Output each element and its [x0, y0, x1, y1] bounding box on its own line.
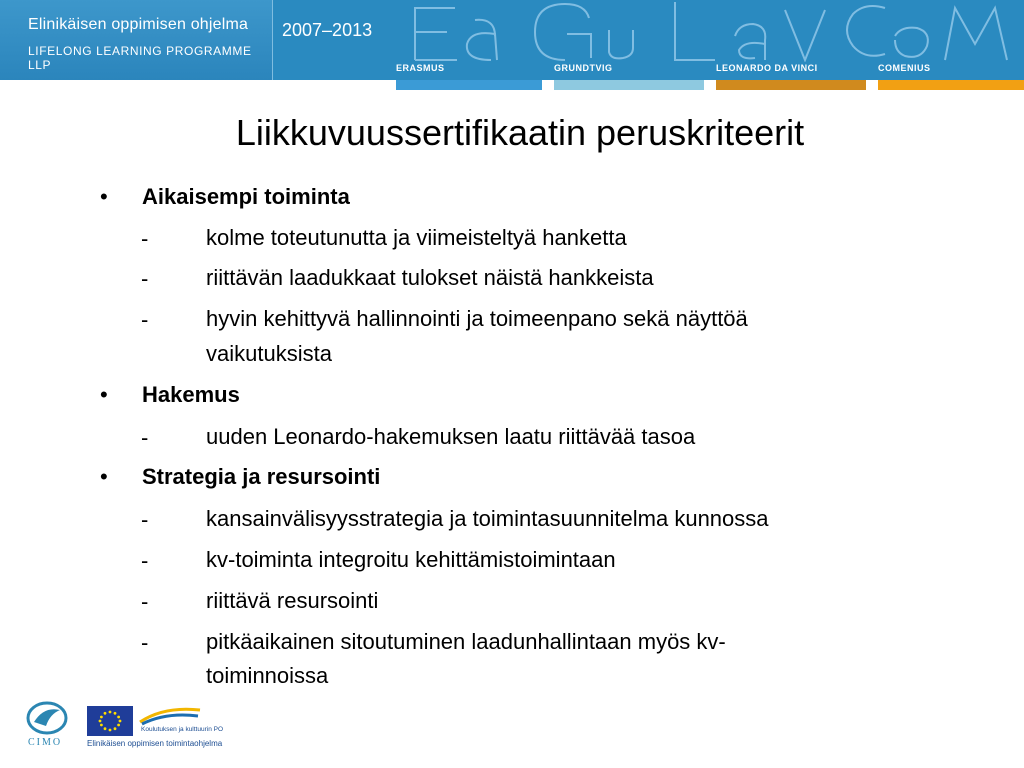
dash-marker: -: [141, 226, 149, 251]
dash-marker: -: [141, 630, 149, 655]
section-heading: Strategia ja resursointi: [142, 464, 381, 489]
program-years: 2007–2013: [282, 20, 373, 40]
eu-flag-icon: [87, 706, 133, 736]
list-item-continuation: toiminnoissa: [206, 663, 329, 688]
subprogram-stripe-leonardo: [716, 80, 866, 90]
subprogram-label-comenius: COMENIUS: [878, 63, 931, 73]
subprogram-stripe-erasmus: [396, 80, 542, 90]
header-banner: [0, 0, 1024, 80]
list-item-continuation: vaikutuksista: [206, 341, 332, 366]
program-title-block: [0, 0, 272, 80]
subprogram-label-leonardo: LEONARDO DA VINCI: [716, 63, 818, 73]
section-heading: Hakemus: [142, 382, 240, 407]
program-name-en: LIFELONG LEARNING PROGRAMME LLP: [28, 44, 252, 72]
program-caption: Elinikäisen oppimisen toimintaohjelma: [87, 739, 223, 748]
subprogram-label-erasmus: ERASMUS: [396, 63, 445, 73]
subprogram-stripe-grundtvig: [554, 80, 704, 90]
dash-marker: -: [141, 425, 149, 450]
list-item: kolme toteutunutta ja viimeisteltyä hanketta: [206, 225, 627, 250]
dash-marker: -: [141, 589, 149, 614]
cimo-logo-icon: [24, 700, 70, 738]
slide-title: Liikkuvuussertifikaatin peruskriteerit: [235, 112, 805, 153]
dash-marker: -: [141, 307, 149, 332]
subprogram-stripe-comenius: [878, 80, 1024, 90]
ministry-caption: Koulutuksen ja kulttuurin PO: [141, 726, 224, 733]
list-item: uuden Leonardo-hakemuksen laatu riittävää tasoa: [206, 424, 696, 449]
list-item: kansainvälisyysstrategia ja toimintasuunnitelma kunnossa: [206, 506, 769, 531]
bullet-marker: •: [100, 382, 108, 407]
cimo-label: CIMO: [28, 737, 63, 748]
section-heading: Aikaisempi toiminta: [142, 184, 350, 209]
ministry-swoosh-icon: [138, 704, 202, 726]
subprogram-label-grundtvig: GRUNDTVIG: [554, 63, 613, 73]
banner-divider: [272, 0, 273, 80]
bullet-marker: •: [100, 184, 108, 209]
list-item: riittävän laadukkaat tulokset näistä hankkeista: [206, 265, 654, 290]
list-item: kv-toiminta integroitu kehittämistoimintaan: [206, 547, 616, 572]
dash-marker: -: [141, 507, 149, 532]
list-item: pitkäaikainen sitoutuminen laadunhallintaan myös kv-: [206, 629, 726, 654]
bullet-marker: •: [100, 464, 108, 489]
program-name-fi: Elinikäisen oppimisen ohjelma: [28, 16, 249, 33]
dash-marker: -: [141, 266, 149, 291]
decorative-letters-graphic: [395, 0, 1024, 62]
list-item: riittävä resursointi: [206, 588, 379, 613]
dash-marker: -: [141, 548, 149, 573]
list-item: hyvin kehittyvä hallinnointi ja toimeenpano sekä näyttöä: [206, 306, 748, 331]
